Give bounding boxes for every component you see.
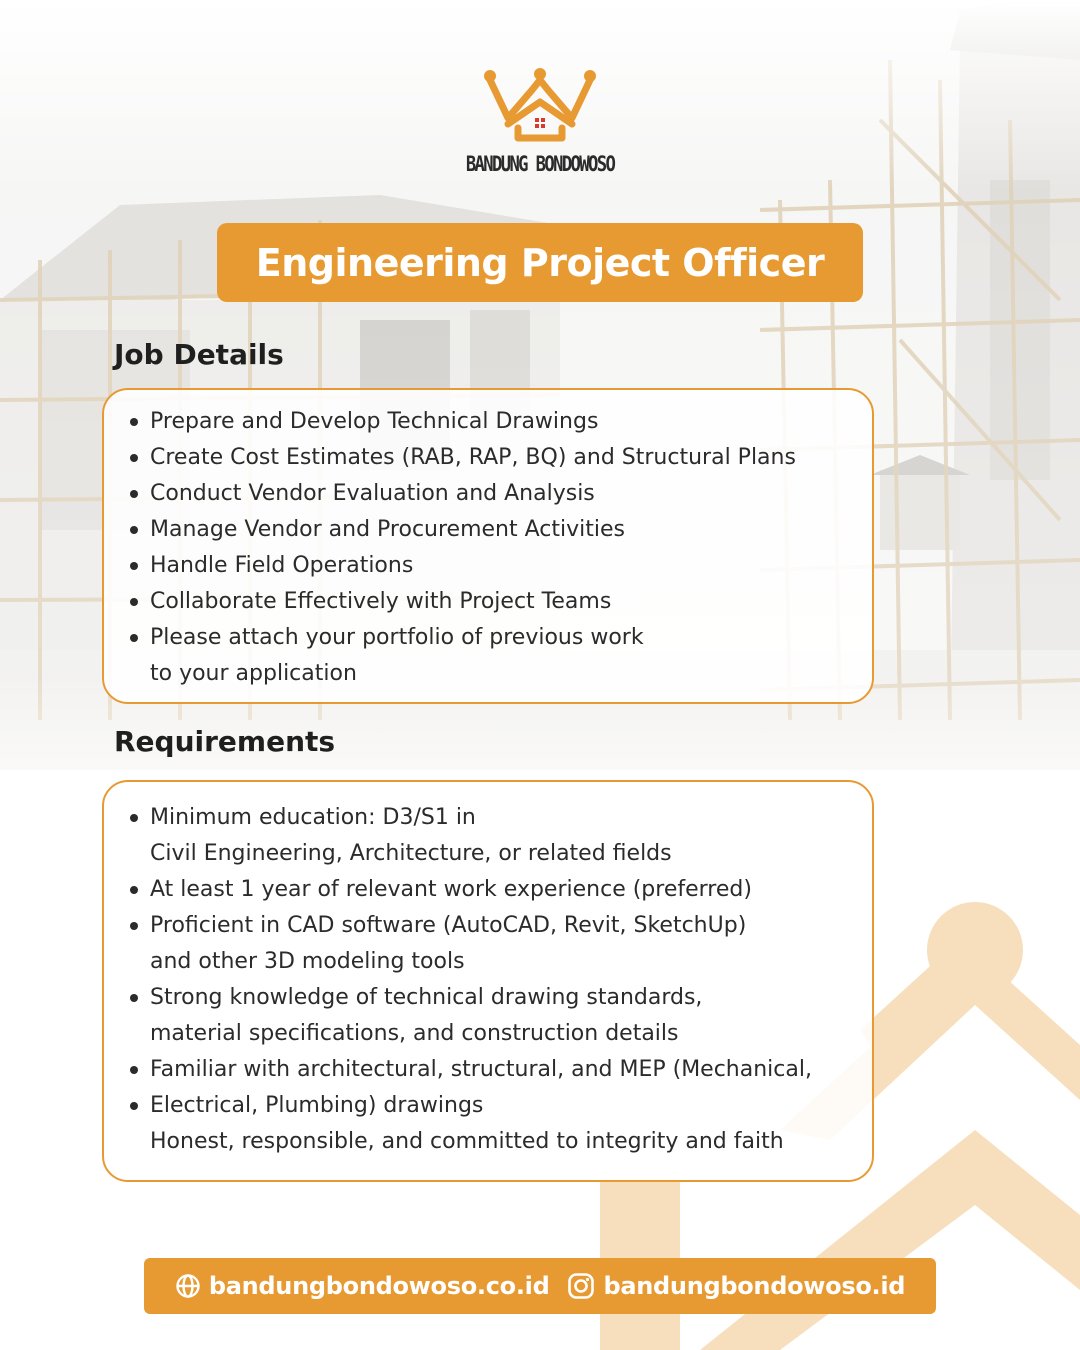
bullet-icon xyxy=(130,994,138,1002)
bullet-icon xyxy=(130,418,138,426)
requirements-list xyxy=(104,800,872,1160)
list-item xyxy=(104,548,872,584)
contact-footer xyxy=(144,1258,936,1314)
list-item xyxy=(104,872,872,908)
list-item xyxy=(104,404,872,440)
bullet-icon xyxy=(130,454,138,462)
bullet-icon xyxy=(130,526,138,534)
title-banner xyxy=(217,223,863,302)
website-link[interactable] xyxy=(175,1272,550,1300)
bullet-icon xyxy=(130,598,138,606)
list-item xyxy=(104,908,872,980)
bullet-icon xyxy=(130,922,138,930)
list-item-text: Manage Vendor and Procurement Activities xyxy=(150,517,625,542)
list-item xyxy=(104,620,872,692)
list-item-text: material specifications, and construction details xyxy=(150,1021,679,1046)
crown-house-icon xyxy=(480,66,600,146)
list-item-text: Handle Field Operations xyxy=(150,553,414,578)
list-item-text: Collaborate Effectively with Project Teams xyxy=(150,589,612,614)
list-item-text: Electrical, Plumbing) drawings xyxy=(150,1093,484,1118)
job-details-heading: Job Details xyxy=(114,338,284,371)
globe-icon xyxy=(175,1273,201,1299)
list-item xyxy=(104,1088,872,1160)
requirements-heading: Requirements xyxy=(114,725,336,758)
bullet-icon xyxy=(130,1102,138,1110)
list-item-text: Conduct Vendor Evaluation and Analysis xyxy=(150,481,595,506)
list-item xyxy=(104,1052,872,1088)
instagram-text: bandungbondowoso.id xyxy=(603,1272,906,1300)
job-details-card xyxy=(102,388,874,704)
list-item-text: and other 3D modeling tools xyxy=(150,949,465,974)
job-details-list xyxy=(104,404,872,692)
list-item-text: Prepare and Develop Technical Drawings xyxy=(150,409,599,434)
bullet-icon xyxy=(130,490,138,498)
instagram-link[interactable] xyxy=(567,1272,905,1300)
list-item-text: At least 1 year of relevant work experience (preferred) xyxy=(150,877,752,902)
list-item xyxy=(104,800,872,872)
list-item xyxy=(104,512,872,548)
brand-name: BANDUNG BONDOWOSO xyxy=(465,152,615,176)
bullet-icon xyxy=(130,562,138,570)
requirements-card xyxy=(102,780,874,1182)
list-item xyxy=(104,440,872,476)
list-item-text: Civil Engineering, Architecture, or related fields xyxy=(150,841,672,866)
list-item-text: to your application xyxy=(150,661,357,686)
list-item-text: Create Cost Estimates (RAB, RAP, BQ) and Structural Plans xyxy=(150,445,796,470)
list-item-text: Familiar with architectural, structural, and MEP (Mechanical, xyxy=(150,1057,812,1082)
list-item-text: Minimum education: D3/S1 in xyxy=(150,805,476,830)
list-item-text: Strong knowledge of technical drawing standards, xyxy=(150,985,703,1010)
bullet-icon xyxy=(130,634,138,642)
page-title: Engineering Project Officer xyxy=(255,240,825,285)
bullet-icon xyxy=(130,886,138,894)
list-item-text: Please attach your portfolio of previous work xyxy=(150,625,644,650)
bullet-icon xyxy=(130,814,138,822)
instagram-icon xyxy=(567,1272,595,1300)
list-item-text: Proficient in CAD software (AutoCAD, Revit, SketchUp) xyxy=(150,913,747,938)
list-item xyxy=(104,584,872,620)
brand-logo xyxy=(440,66,640,176)
list-item xyxy=(104,980,872,1052)
website-text: bandungbondowoso.co.id xyxy=(208,1272,550,1300)
list-item-text: Honest, responsible, and committed to integrity and faith xyxy=(150,1129,784,1154)
list-item xyxy=(104,476,872,512)
bullet-icon xyxy=(130,1066,138,1074)
